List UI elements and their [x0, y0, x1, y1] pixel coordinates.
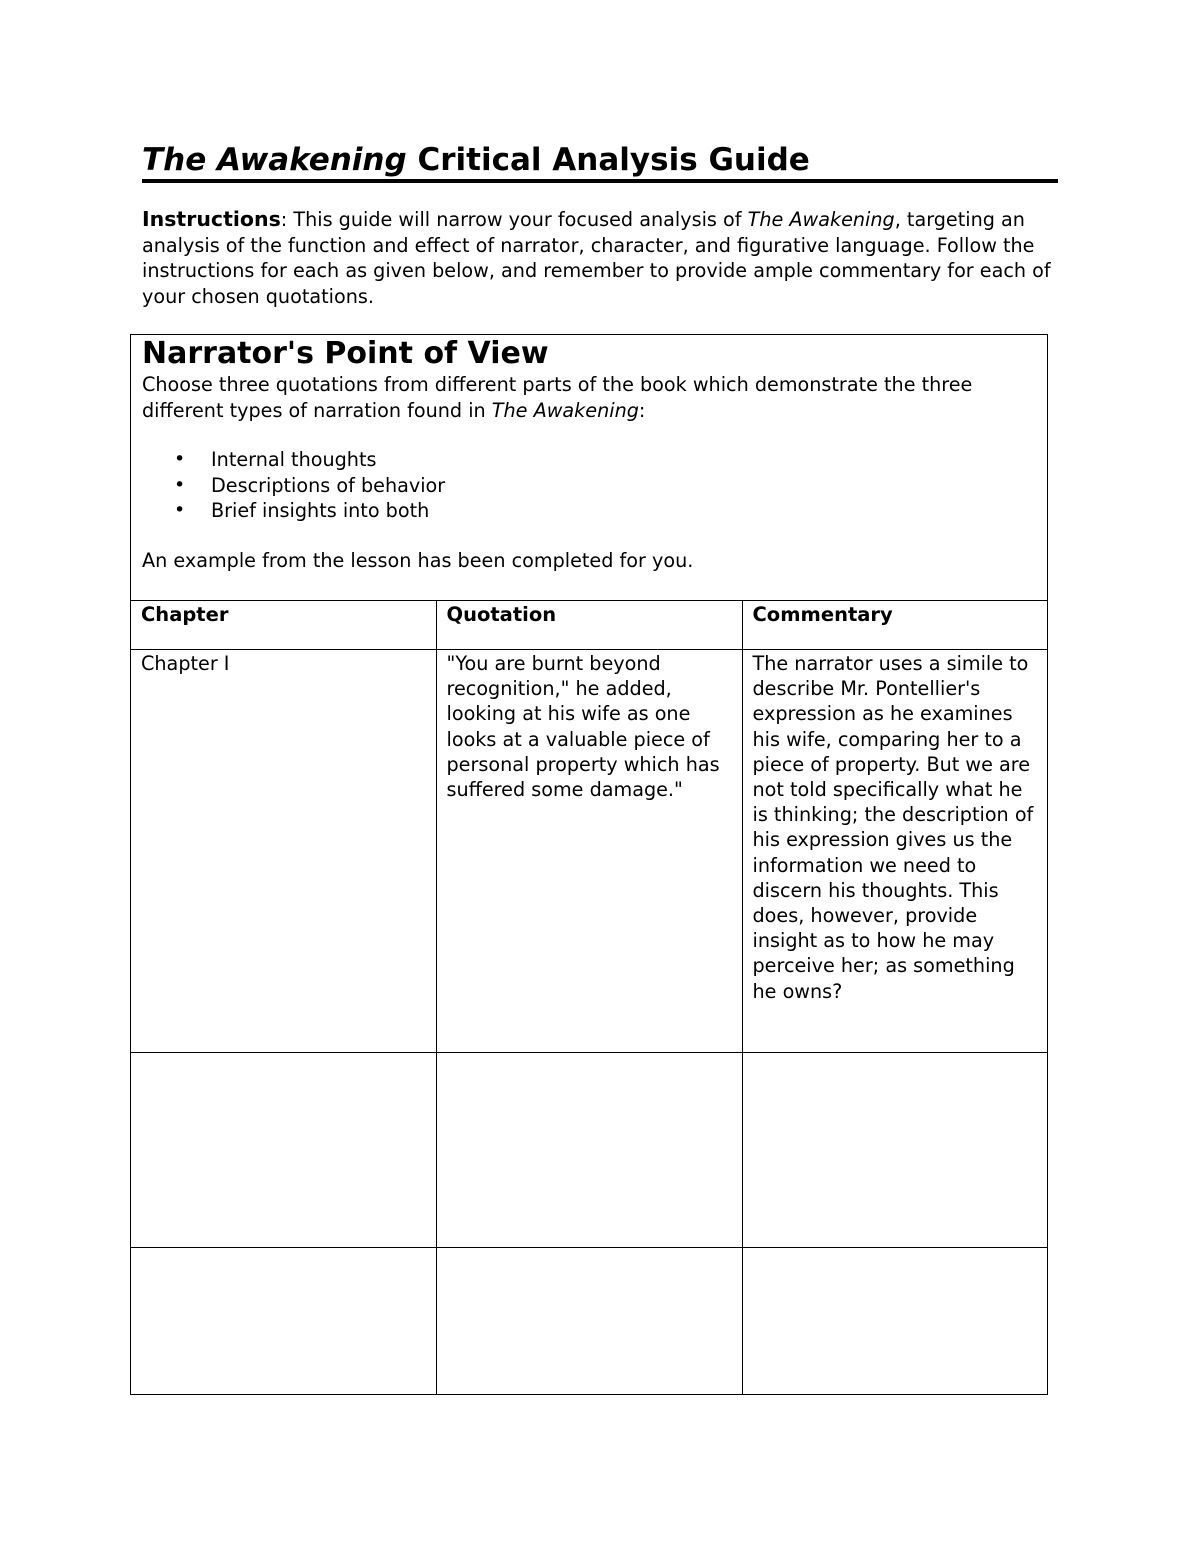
section-desc-book-name: The Awakening: [491, 398, 639, 422]
table-row: [131, 1053, 1047, 1248]
list-item: [142, 447, 445, 473]
title-book-name: The Awakening: [142, 142, 407, 178]
section-desc-text-2: :: [638, 398, 646, 422]
section-header-cell: [131, 335, 1047, 600]
quotation-cell[interactable]: [436, 1053, 742, 1248]
instructions-text-2: , targeting an analysis of the function and effect of narrator, character, and figurative language. Follow the instructions for each as given below, and remember to provide ample commentary for each of your chosen quotations.: [142, 208, 1051, 308]
header-quotation: Quotation: [436, 601, 742, 650]
table-row: [131, 650, 1047, 1053]
bullet-icon: •: [174, 448, 186, 470]
title-rest: Critical Analysis Guide: [406, 142, 810, 178]
chapter-cell[interactable]: [131, 1053, 436, 1248]
header-commentary: Commentary: [742, 601, 1047, 650]
analysis-table: [131, 600, 1047, 1394]
narrator-section-box: [130, 334, 1048, 1395]
section-title: Narrator's Point of View: [142, 336, 549, 371]
example-note: An example from the lesson has been completed for you.: [142, 549, 694, 572]
list-item: [142, 498, 445, 524]
quotation-cell[interactable]: [436, 1248, 742, 1394]
bullet-icon: •: [174, 473, 186, 496]
instructions-text-1: : This guide will narrow your focused analysis of: [280, 208, 748, 231]
instructions-paragraph: [142, 207, 1062, 309]
chapter-cell[interactable]: [131, 1248, 436, 1394]
header-chapter: Chapter: [131, 601, 436, 650]
table-row: [131, 1248, 1047, 1394]
title-underline: [142, 179, 1058, 183]
quotation-cell[interactable]: "You are burnt beyond recognition," he added, looking at his wife as one looks at a valuable piece of personal property which has suffered some damage.": [436, 650, 742, 1053]
page-title: [142, 140, 1056, 180]
section-desc-text-1: Choose three quotations from different parts of the book which demonstrate the three different types of narration found in: [142, 373, 973, 422]
chapter-cell[interactable]: Chapter I: [131, 650, 436, 1053]
commentary-cell[interactable]: [742, 1053, 1047, 1248]
commentary-cell[interactable]: The narrator uses a simile to describe Mr. Pontellier's expression as he examines his wife, comparing her to a piece of property. But we are not told specifically what he is thinking; the description of his expression gives us the information we need to discern his thoughts. This does, however, provide insight as to how he may perceive her; as something he owns?: [742, 650, 1047, 1053]
list-item-text: Brief insights into both: [211, 499, 430, 522]
table-header-row: [131, 601, 1047, 650]
section-description: [142, 372, 1037, 423]
commentary-cell[interactable]: [742, 1248, 1047, 1394]
list-item-text: Internal thoughts: [211, 448, 377, 471]
instructions-book-name: The Awakening: [747, 208, 895, 231]
narration-types-list: [142, 447, 445, 524]
instructions-lead: Instructions: [142, 207, 281, 231]
list-item-text: Descriptions of behavior: [211, 473, 446, 497]
list-item: [142, 473, 445, 499]
bullet-icon: •: [174, 499, 186, 521]
